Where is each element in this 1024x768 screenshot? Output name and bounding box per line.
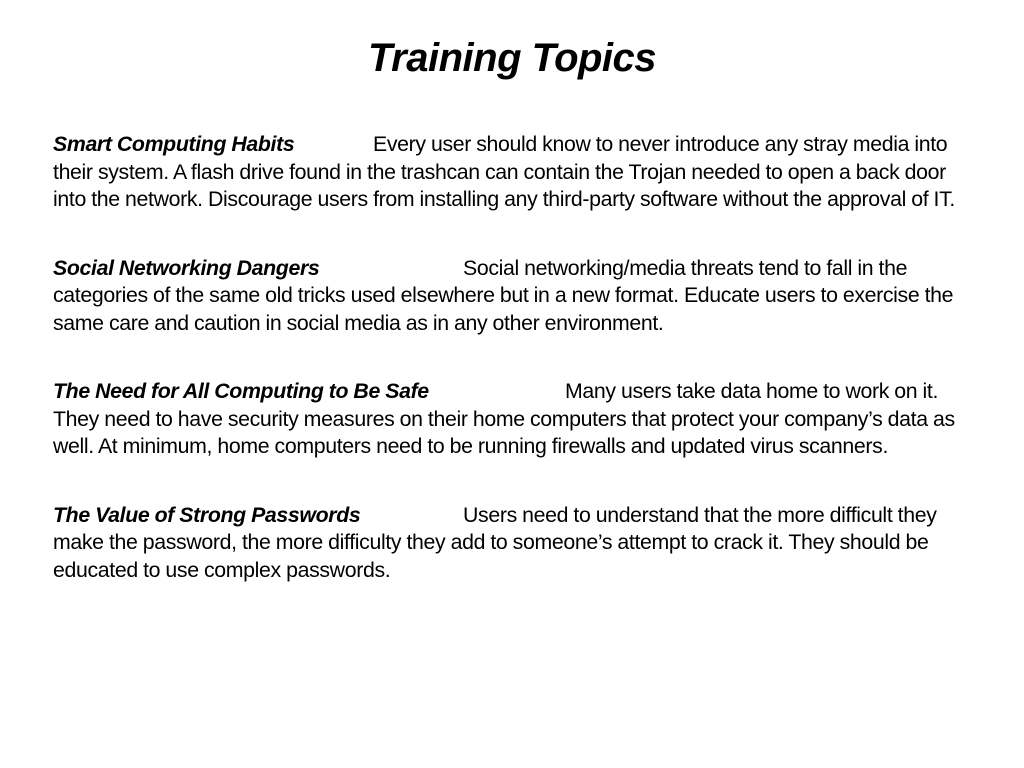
topic-item-need-for-safe-computing xyxy=(53,378,963,461)
topic-item-strong-passwords xyxy=(53,502,963,585)
topic-body: Social networking/media threats tend to fall in the categories of the same old tricks used elsewhere but in a new format. Educate users to exercise the same care and caution in social media as in any other environment. xyxy=(53,255,954,335)
topic-heading: Social Networking Dangers xyxy=(53,255,320,280)
topic-body: Every user should know to never introduce any stray media into their system. A flash drive found in the trashcan can contain the Trojan needed to open a back door into the network. Discourage users from installing any third-party software without the approval of IT. xyxy=(53,132,955,211)
slide-title: Training Topics xyxy=(367,36,657,80)
topic-heading: The Need for All Computing to Be Safe xyxy=(53,379,429,403)
topic-body: Many users take data home to work on it. They need to have security measures on their home computers that protect your company’s data as well. At minimum, home computers need to be running firewalls and updated virus scanners. xyxy=(53,379,955,458)
topics-list xyxy=(53,131,963,625)
topic-heading: The Value of Strong Passwords xyxy=(53,502,361,527)
topic-body: Users need to understand that the more difficult they make the password, the more difficulty they add to someone’s attempt to crack it. They should be educated to use complex passwords. xyxy=(53,502,937,582)
topic-heading: Smart Computing Habits xyxy=(53,132,295,156)
topic-item-social-networking-dangers xyxy=(53,255,963,338)
topic-item-smart-computing-habits xyxy=(53,131,963,214)
